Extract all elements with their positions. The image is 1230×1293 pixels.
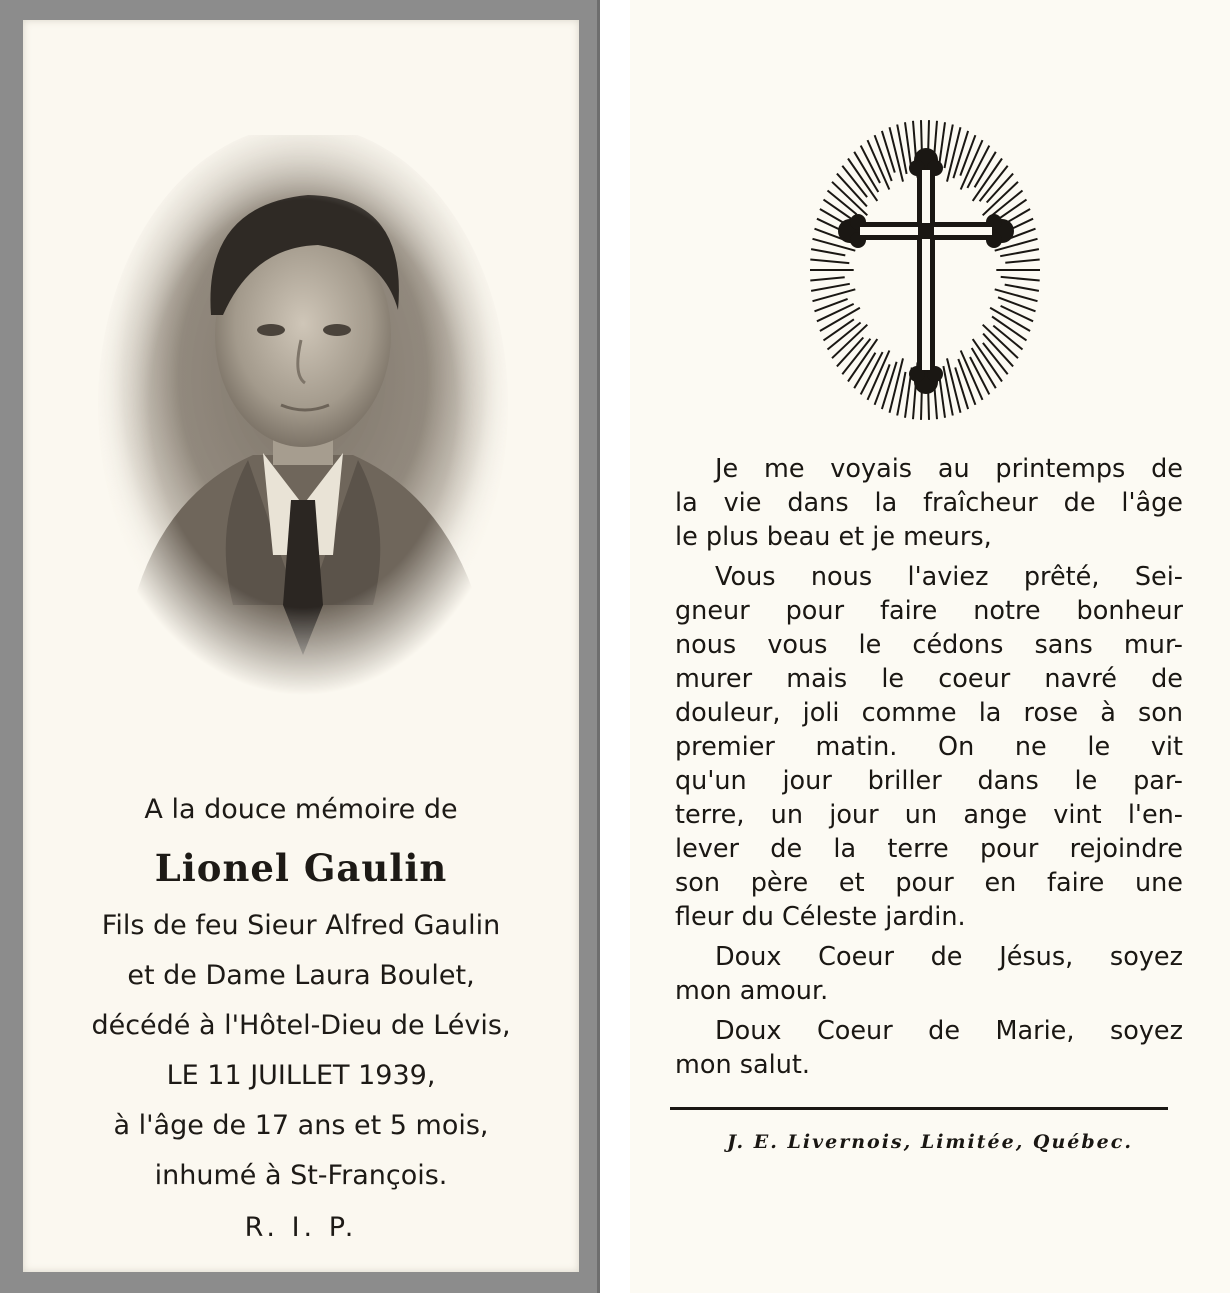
memorial-intro: A la douce mémoire de xyxy=(144,794,458,825)
verse-line: Doux Coeur de Marie, soyez xyxy=(715,1016,1183,1046)
deceased-name: Lionel Gaulin xyxy=(154,846,448,890)
verse-stanza-1 xyxy=(675,452,1183,554)
ray-line xyxy=(813,289,856,301)
memorial-line-place: décédé à l'Hôtel-Dieu de Lévis, xyxy=(91,1010,511,1041)
ray-line xyxy=(824,319,854,340)
ray-line xyxy=(947,127,961,181)
memorial-line-burial: inhumé à St-François. xyxy=(154,1160,448,1191)
ray-line xyxy=(960,135,975,175)
verse-line: le plus beau et je meurs, xyxy=(675,522,992,552)
ray-line xyxy=(996,200,1026,221)
verse-line: qu'un jour briller dans le par- xyxy=(675,766,1183,796)
ray-line xyxy=(817,304,854,321)
ray-line xyxy=(811,249,845,255)
ray-line xyxy=(905,122,911,166)
ray-line xyxy=(1005,285,1039,291)
memorial-text-block xyxy=(23,785,579,1255)
verse-line: gneur pour faire notre bonheur xyxy=(675,596,1183,626)
printer-credit: J. E. Livernois, Limitée, Québec. xyxy=(727,1131,1133,1153)
verse-line: douleur, joli comme la rose à son xyxy=(675,698,1183,728)
memorial-card xyxy=(23,20,579,1272)
verse-line: murer mais le coeur navré de xyxy=(675,664,1183,694)
ray-line xyxy=(810,260,849,264)
ray-line xyxy=(1005,260,1039,263)
radiant-cross-icon xyxy=(805,120,1045,430)
verse-line: terre, un jour un ange vint l'en- xyxy=(675,800,1183,830)
memorial-line-mother: et de Dame Laura Boulet, xyxy=(127,960,475,991)
verse-card xyxy=(630,0,1230,1293)
ray-line xyxy=(1000,249,1039,256)
divider-rule xyxy=(670,1107,1168,1110)
verse-line: mon salut. xyxy=(675,1050,810,1080)
ray-line xyxy=(947,358,961,412)
ray-line xyxy=(1001,277,1040,281)
memorial-rip: R. I. P. xyxy=(244,1212,358,1243)
memorial-line-father: Fils de feu Sieur Alfred Gaulin xyxy=(101,910,501,941)
memorial-verse xyxy=(675,452,1183,1088)
verse-line: son père et pour en faire une xyxy=(675,868,1183,898)
ray-line xyxy=(811,284,850,291)
ray-line xyxy=(890,358,904,412)
ray-line xyxy=(953,131,968,178)
verse-stanza-4 xyxy=(675,1014,1183,1082)
verse-line: nous vous le cédons sans mur- xyxy=(675,630,1183,660)
ray-line xyxy=(882,362,897,409)
verse-line: premier matin. On ne le vit xyxy=(675,732,1183,762)
ray-line xyxy=(890,127,904,181)
ray-line xyxy=(810,277,844,280)
verse-line: fleur du Céleste jardin. xyxy=(675,902,966,932)
verse-stanza-3 xyxy=(675,940,1183,1008)
verse-line: lever de la terre pour rejoindre xyxy=(675,834,1183,864)
verse-line: mon amour. xyxy=(675,976,829,1006)
verse-line: la vie dans la fraîcheur de l'âge xyxy=(675,488,1183,518)
verse-line: Doux Coeur de Jésus, soyez xyxy=(715,942,1183,972)
ray-line xyxy=(875,364,890,404)
verse-stanza-2 xyxy=(675,560,1183,934)
memorial-line-age: à l'âge de 17 ans et 5 mois, xyxy=(113,1110,489,1141)
memorial-line-date: LE 11 JUILLET 1939, xyxy=(166,1060,436,1091)
memorial-card-border xyxy=(0,0,600,1293)
verse-line: Je me voyais au printemps de xyxy=(715,454,1183,484)
verse-line: Vous nous l'aviez prêté, Sei- xyxy=(715,562,1183,592)
portrait-photo xyxy=(93,135,513,695)
